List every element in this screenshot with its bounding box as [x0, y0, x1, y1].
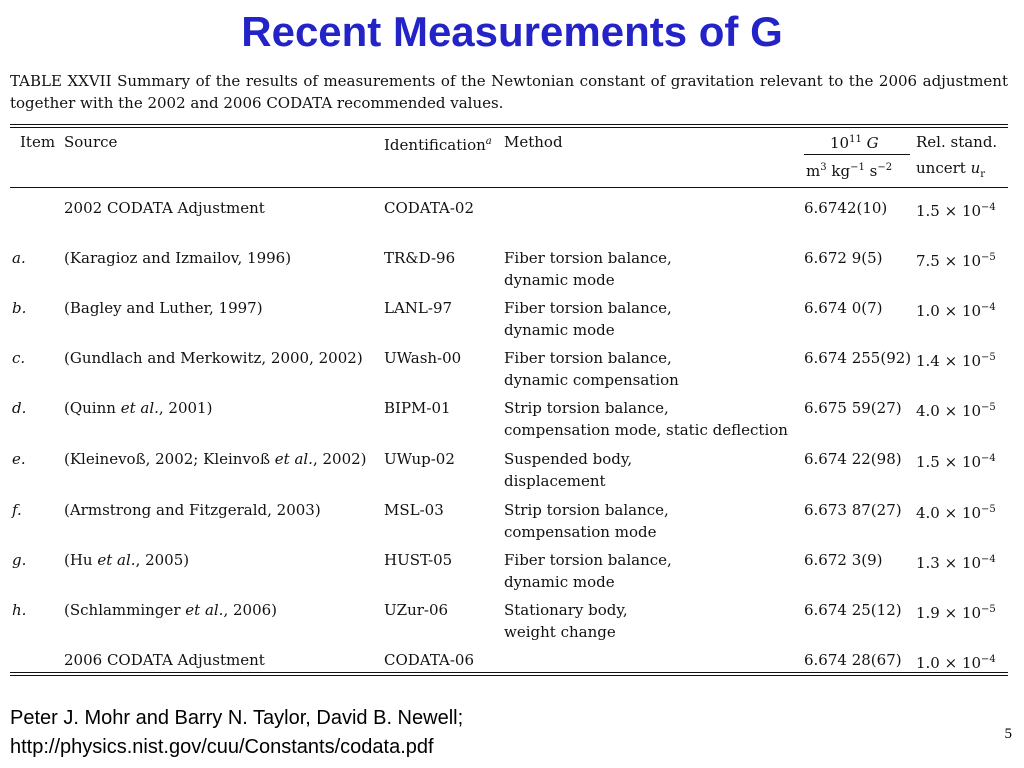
header-method: Method [504, 133, 563, 151]
header-g-rule [804, 154, 910, 155]
results-table [10, 124, 1008, 676]
row-method-line1: Fiber torsion balance, [504, 299, 672, 317]
row-identification: LANL-97 [384, 299, 453, 317]
row-source: (Schlamminger et al., 2006) [64, 601, 278, 619]
row-method-line2: compensation mode [504, 523, 657, 541]
row-source: 2006 CODATA Adjustment [64, 651, 265, 669]
row-g-value: 6.674 25(12) [804, 601, 902, 619]
header-g-units: $m^3$ $kg^{-1}$ $s^{-2}$ [806, 162, 893, 180]
header-identification-footnote: a [485, 136, 492, 147]
table-bottom-rule-outer [10, 675, 1008, 676]
row-g-value: 6.673 87(27) [804, 501, 902, 519]
header-identification: Identification$^a$ [384, 136, 492, 154]
row-method-line2: dynamic mode [504, 271, 615, 289]
row-g-value: 6.672 9(5) [804, 249, 883, 267]
row-method-line1: Strip torsion balance, [504, 501, 669, 519]
page-number: 5 [1004, 726, 1012, 742]
row-method-line2: weight change [504, 623, 616, 641]
row-item-label: d. [12, 399, 27, 417]
row-rel-uncertainty: $1.4 \times 10^{-5}$ [916, 352, 996, 370]
table-caption: TABLE XXVII Summary of the results of measurements of the Newtonian constant of gravitation relevant to the 2006 adjustment together with the 2002 and 2006 CODATA recommended values. [10, 72, 1008, 112]
row-source: (Gundlach and Merkowitz, 2000, 2002) [64, 349, 363, 367]
row-rel-uncertainty: $1.3 \times 10^{-4}$ [916, 554, 996, 572]
row-identification: UWash-00 [384, 349, 462, 367]
row-item-label: f. [12, 501, 22, 519]
row-identification: UZur-06 [384, 601, 449, 619]
row-g-value: 6.672 3(9) [804, 551, 883, 569]
row-item-label: c. [12, 349, 26, 367]
table-bottom-rule-inner [10, 672, 1008, 673]
row-source: (Quinn et al., 2001) [64, 399, 213, 417]
table-top-rule-outer [10, 124, 1008, 125]
row-identification: CODATA-02 [384, 199, 474, 217]
row-source: (Karagioz and Izmailov, 1996) [64, 249, 292, 267]
table-top-rule-inner [10, 127, 1008, 128]
row-method-line1: Fiber torsion balance, [504, 349, 672, 367]
row-source: (Kleinevoß, 2002; Kleinvoß et al., 2002) [64, 450, 367, 468]
row-identification: CODATA-06 [384, 651, 474, 669]
row-rel-uncertainty: $1.5 \times 10^{-4}$ [916, 453, 996, 471]
row-g-value: 6.674 28(67) [804, 651, 902, 669]
citation [10, 704, 463, 762]
row-rel-uncertainty: $1.0 \times 10^{-4}$ [916, 302, 996, 320]
row-g-value: 6.675 59(27) [804, 399, 902, 417]
row-rel-uncertainty: $1.0 \times 10^{-4}$ [916, 654, 996, 672]
citation-url: http://physics.nist.gov/cuu/Constants/codata.pdf [10, 736, 434, 758]
row-method-line2: dynamic mode [504, 573, 615, 591]
row-identification: BIPM-01 [384, 399, 451, 417]
row-item-label: a. [12, 249, 26, 267]
header-item: Item [20, 133, 56, 151]
row-method-line1: Suspended body, [504, 450, 633, 468]
header-source: Source [64, 133, 118, 151]
row-identification: TR&D-96 [384, 249, 456, 267]
row-g-value: 6.6742(10) [804, 199, 888, 217]
row-method-line1: Fiber torsion balance, [504, 249, 672, 267]
row-identification: MSL-03 [384, 501, 444, 519]
row-source: (Bagley and Luther, 1997) [64, 299, 263, 317]
header-bottom-rule [10, 187, 1008, 188]
row-method-line1: Strip torsion balance, [504, 399, 669, 417]
row-g-value: 6.674 0(7) [804, 299, 883, 317]
row-method-line1: Stationary body, [504, 601, 628, 619]
row-item-label: e. [12, 450, 26, 468]
slide-title: Recent Measurements of G [241, 8, 783, 55]
header-rel-uncert-line2: uncert $u_r$ [916, 159, 986, 180]
row-rel-uncertainty: $1.9 \times 10^{-5}$ [916, 604, 996, 622]
row-method-line2: dynamic compensation [504, 371, 679, 389]
row-item-label: g. [12, 551, 27, 569]
row-method-line2: compensation mode, static deflection [504, 421, 788, 439]
row-rel-uncertainty: $4.0 \times 10^{-5}$ [916, 504, 996, 522]
row-source: (Armstrong and Fitzgerald, 2003) [64, 501, 321, 519]
citation-authors: Peter J. Mohr and Barry N. Taylor, David B. Newell; [10, 707, 464, 729]
row-item-label: h. [12, 601, 27, 619]
header-g-value: $10^{11}$ G [830, 134, 879, 152]
row-rel-uncertainty: $7.5 \times 10^{-5}$ [916, 252, 996, 270]
row-rel-uncertainty: $1.5 \times 10^{-4}$ [916, 202, 996, 220]
row-source: (Hu et al., 2005) [64, 551, 190, 569]
row-g-value: 6.674 22(98) [804, 450, 902, 468]
row-method-line1: Fiber torsion balance, [504, 551, 672, 569]
row-item-label: b. [12, 299, 27, 317]
row-method-line2: displacement [504, 472, 606, 490]
row-identification: UWup-02 [384, 450, 455, 468]
row-source: 2002 CODATA Adjustment [64, 199, 265, 217]
row-rel-uncertainty: $4.0 \times 10^{-5}$ [916, 402, 996, 420]
row-identification: HUST-05 [384, 551, 453, 569]
row-method-line2: dynamic mode [504, 321, 615, 339]
header-rel-uncert-line1: Rel. stand. [916, 133, 998, 151]
row-g-value: 6.674 255(92) [804, 349, 912, 367]
